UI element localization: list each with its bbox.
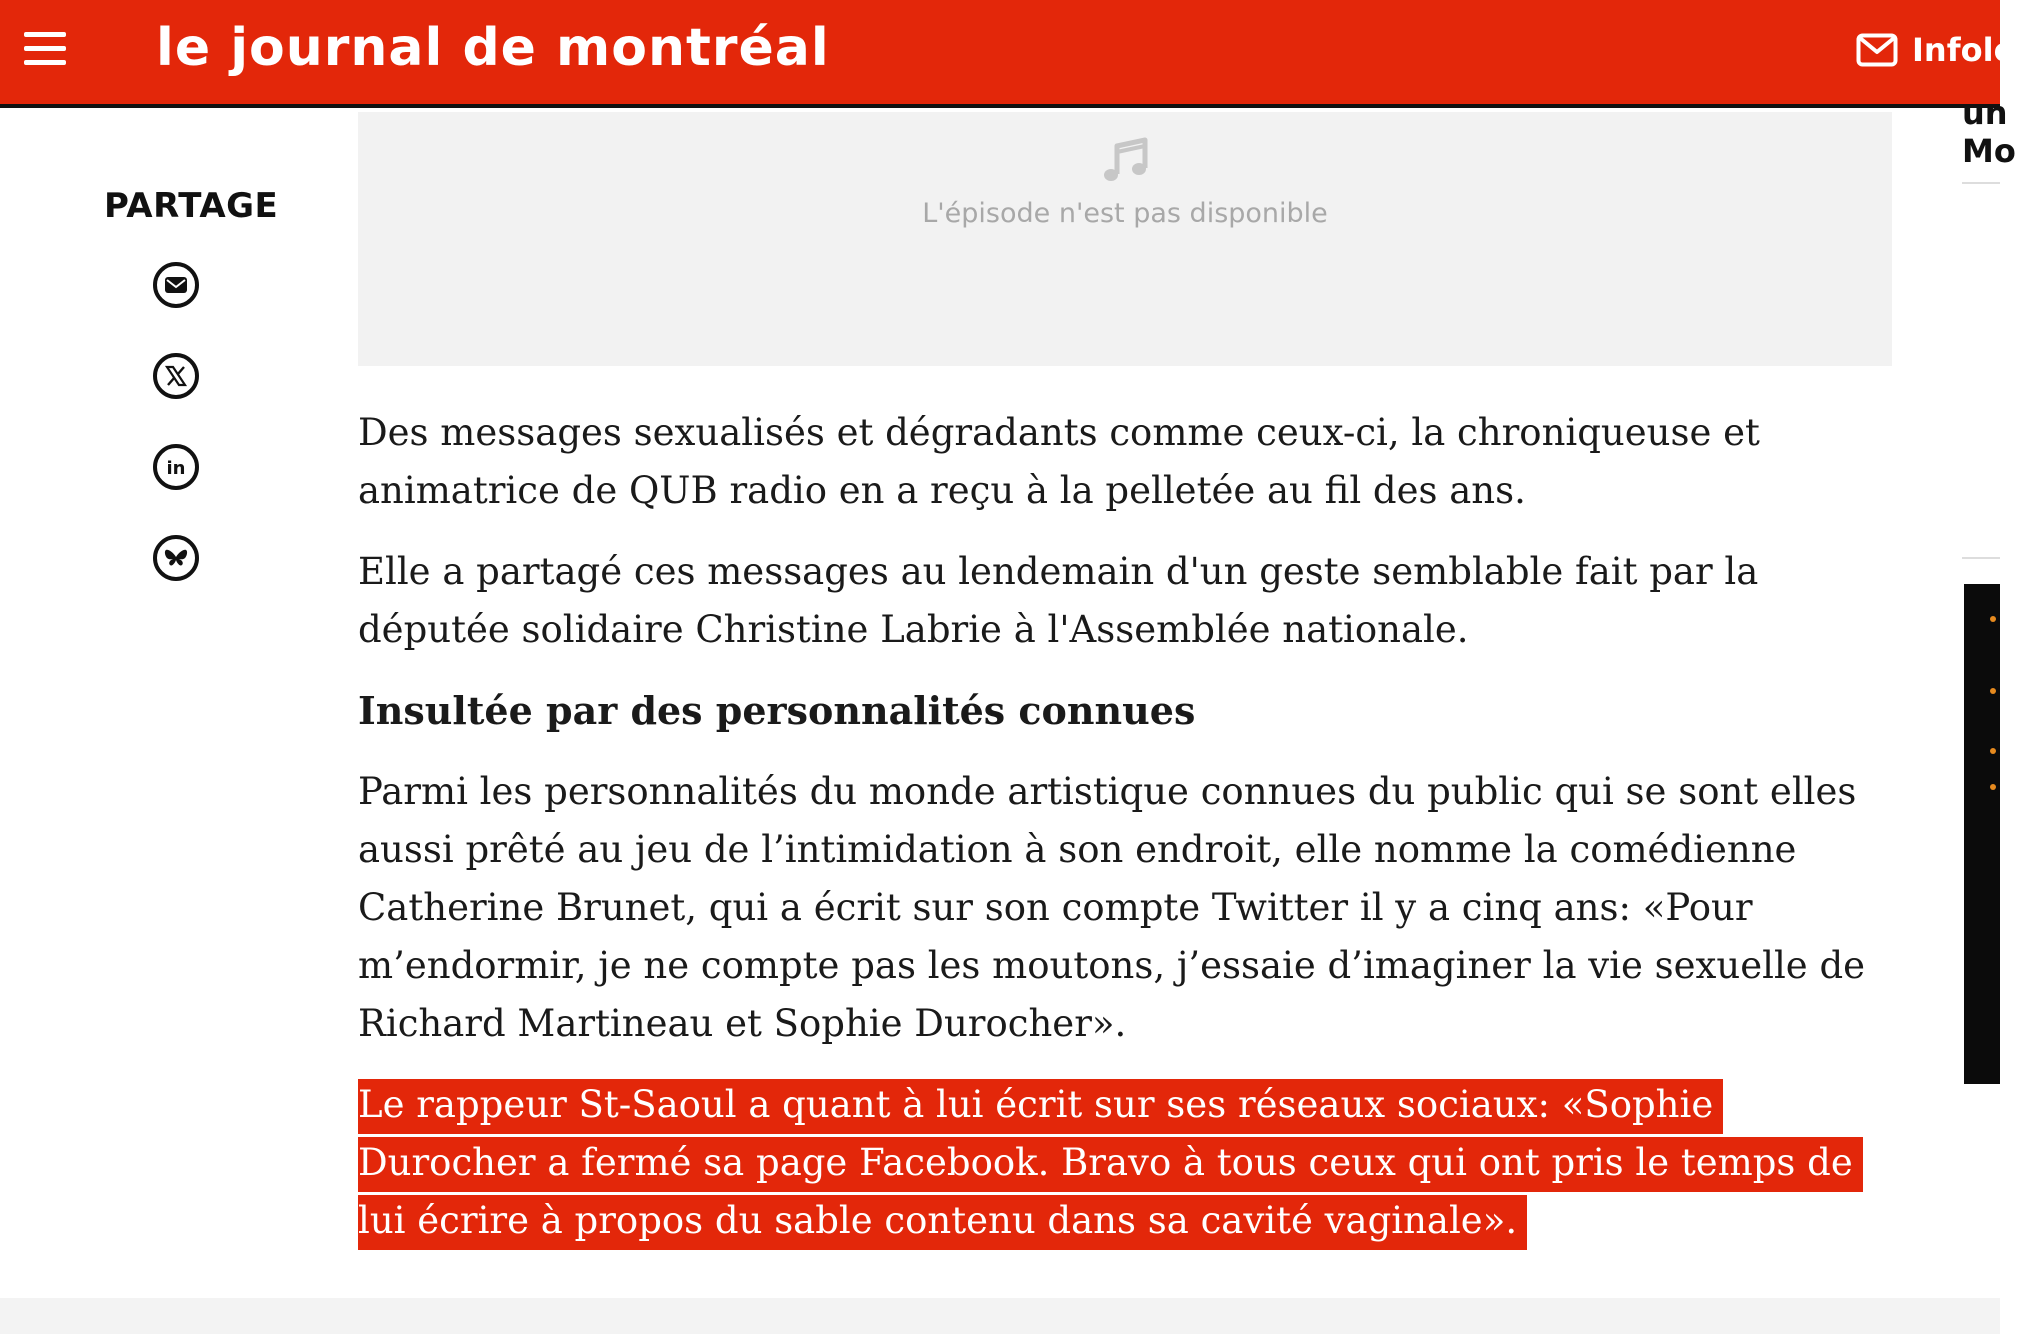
article-paragraph: Elle a partagé ces messages au lendemain d'un geste semblable fait par la députée solidaire Christine Labrie à l'Assemblée nationale. bbox=[358, 550, 1759, 651]
article-paragraph: Des messages sexualisés et dégradants comme ceux-ci, la chroniqueuse et animatrice de QUB radio en a reçu à la pelletée au fil des ans. bbox=[358, 411, 1760, 512]
newsletter-button[interactable] bbox=[1856, 28, 2031, 72]
music-note-icon bbox=[1097, 132, 1153, 188]
share-x-button[interactable] bbox=[153, 353, 199, 399]
audio-player-placeholder bbox=[358, 112, 1892, 366]
email-icon bbox=[162, 271, 190, 299]
linkedin-icon bbox=[162, 453, 190, 481]
rail-divider bbox=[1962, 557, 2000, 559]
site-logo[interactable]: le journal de montréal bbox=[156, 18, 830, 78]
bluesky-icon bbox=[162, 544, 190, 572]
site-header bbox=[0, 0, 2031, 108]
article-subheading: Insultée par des personnalités connues bbox=[358, 688, 1196, 733]
x-icon bbox=[162, 362, 190, 390]
highlighted-text[interactable]: Le rappeur St-Saoul a quant à lui écrit sur ses réseaux sociaux: «Sophie Durocher a fermé sa page Facebook. Bravo à tous ceux qui ont pris le temps de lui écrire à propos du sable contenu dans sa cavité vaginale». bbox=[358, 1079, 1863, 1250]
bottom-fade-overlay bbox=[0, 1298, 2000, 1334]
newsletter-label: Infolet bbox=[1912, 31, 2031, 69]
highlighted-paragraph bbox=[358, 1076, 1898, 1250]
ad-dot bbox=[1990, 688, 1996, 694]
envelope-icon bbox=[1856, 33, 1898, 67]
ad-dot bbox=[1990, 616, 1996, 622]
audio-unavailable-message: L'épisode n'est pas disponible bbox=[922, 198, 1328, 229]
share-linkedin-button[interactable] bbox=[153, 444, 199, 490]
rail-headline[interactable]: un Mo bbox=[1962, 94, 2016, 170]
rail-advertisement[interactable] bbox=[1964, 584, 2000, 1084]
share-bluesky-button[interactable] bbox=[153, 535, 199, 581]
ad-dot bbox=[1990, 748, 1996, 754]
share-title: PARTAGE bbox=[104, 186, 279, 226]
svg-text:in: in bbox=[166, 458, 186, 479]
rail-divider bbox=[1962, 182, 2000, 184]
ad-dot bbox=[1990, 784, 1996, 790]
share-email-button[interactable] bbox=[153, 262, 199, 308]
menu-icon[interactable] bbox=[24, 32, 66, 66]
article-paragraph: Parmi les personnalités du monde artistique connues du public qui se sont elles aussi prêté au jeu de l’intimidation à son endroit, elle nomme la comédienne Catherine Brunet, qui a écrit sur son compte Twitter il y a cinq ans: «Pour m’endormir, je ne compte pas les moutons, j’essaie d’imaginer la vie sexuelle de Richard Martineau et Sophie Durocher». bbox=[358, 770, 1866, 1045]
article-body bbox=[358, 404, 1898, 1273]
